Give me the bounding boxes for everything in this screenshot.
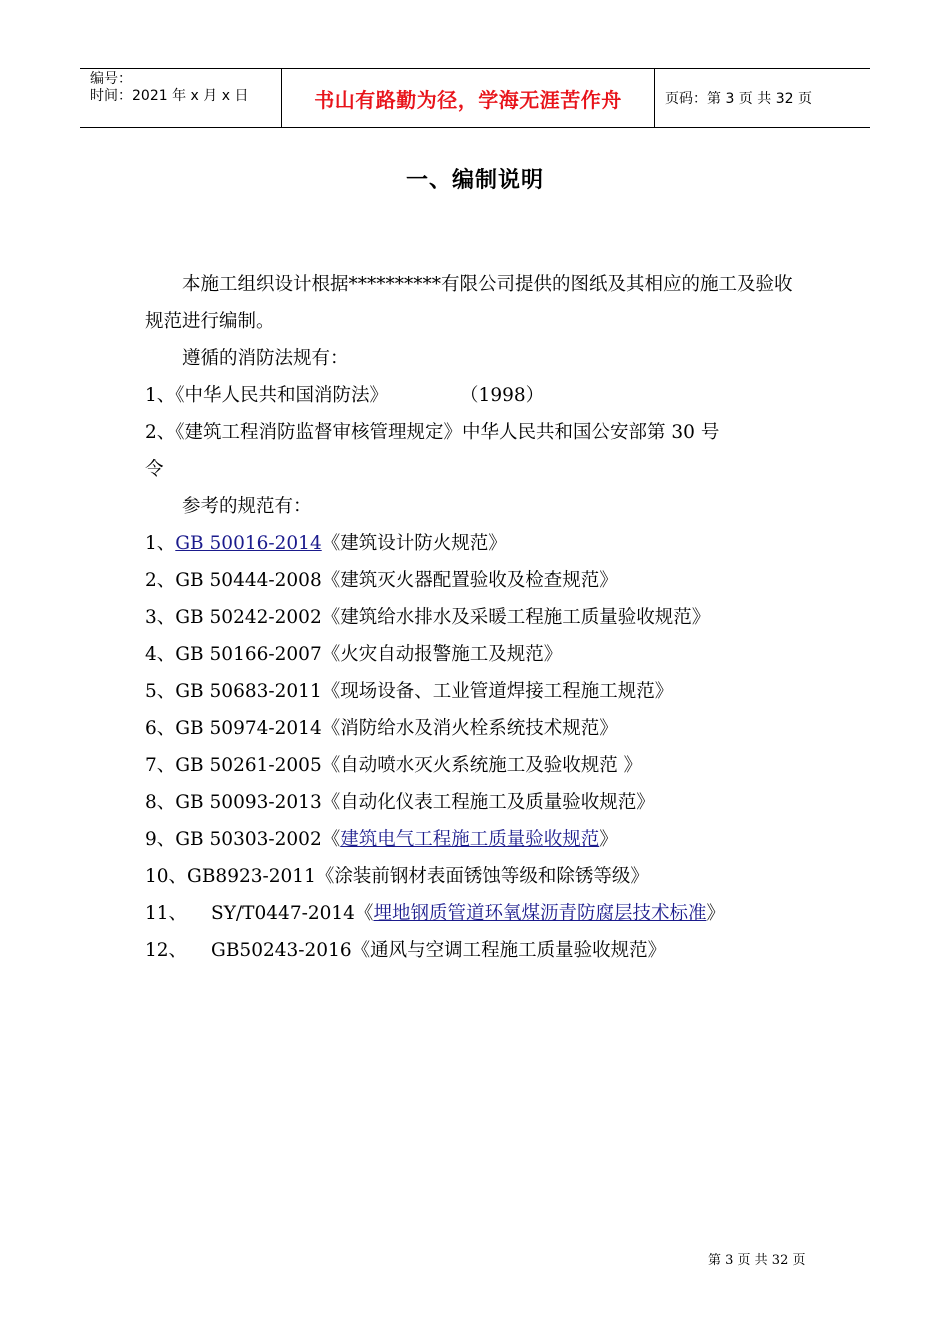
reference-code: GB 50683-2011 bbox=[175, 681, 322, 702]
reference-title-link[interactable]: 埋地钢质管道环氧煤沥青防腐层技术标准 bbox=[373, 903, 707, 924]
references-heading: 参考的规范有： bbox=[182, 496, 312, 517]
reference-title: 《现场设备、工业管道焊接工程施工规范》 bbox=[321, 681, 674, 702]
reference-item bbox=[145, 710, 810, 747]
reference-item bbox=[145, 821, 810, 858]
reference-title: 《火灾自动报警施工及规范》 bbox=[321, 644, 563, 665]
document-body bbox=[145, 266, 810, 969]
reference-title-close: 》 bbox=[599, 829, 618, 850]
reference-title: 《建筑灭火器配置验收及检查规范》 bbox=[321, 570, 618, 591]
reference-title: 《建筑给水排水及采暖工程施工质量验收规范》 bbox=[321, 607, 711, 628]
reference-code: GB 50093-2013 bbox=[175, 792, 322, 813]
reference-code: GB 50166-2007 bbox=[175, 644, 322, 665]
laws-heading: 遵循的消防法规有： bbox=[182, 348, 349, 369]
reference-number: 8、 bbox=[145, 792, 176, 813]
reference-item bbox=[145, 932, 810, 969]
header-page-info: 页码：第 3 页 共 32 页 bbox=[665, 91, 812, 107]
reference-title: 《消防给水及消火栓系统技术规范》 bbox=[321, 718, 618, 739]
reference-item bbox=[145, 562, 810, 599]
reference-code: GB 50974-2014 bbox=[175, 718, 322, 739]
reference-title: 《自动喷水灭火系统施工及验收规范 》 bbox=[321, 755, 643, 776]
reference-title: 《涂装前钢材表面锈蚀等级和除锈等级》 bbox=[315, 866, 649, 887]
reference-code: GB8923-2011 bbox=[187, 866, 316, 887]
reference-code: SY/T0447-2014 bbox=[211, 903, 355, 924]
reference-number: 11、 bbox=[145, 903, 188, 924]
reference-number: 7、 bbox=[145, 755, 176, 776]
reference-number: 2、 bbox=[145, 570, 176, 591]
page-header bbox=[80, 68, 870, 128]
reference-code: GB50243-2016 bbox=[211, 940, 352, 961]
reference-title: 《自动化仪表工程施工及质量验收规范》 bbox=[321, 792, 655, 813]
reference-title-close: 》 bbox=[706, 903, 725, 924]
law-number: 1、 bbox=[145, 385, 176, 406]
reference-item bbox=[145, 525, 810, 562]
law-item bbox=[145, 377, 810, 414]
law-year: （1998） bbox=[460, 385, 545, 406]
reference-number: 4、 bbox=[145, 644, 176, 665]
reference-number: 5、 bbox=[145, 681, 176, 702]
reference-item bbox=[145, 636, 810, 673]
law-name: 《建筑工程消防监督审核管理规定》中华人民共和国公安部第 30 号 bbox=[175, 422, 720, 443]
reference-title-link[interactable]: 建筑电气工程施工质量验收规范 bbox=[340, 829, 600, 850]
reference-number: 9、 bbox=[145, 829, 176, 850]
reference-item bbox=[145, 895, 810, 932]
reference-code-link[interactable]: GB 50016-2014 bbox=[175, 533, 322, 554]
reference-code: GB 50242-2002 bbox=[175, 607, 322, 628]
reference-number: 10、 bbox=[145, 866, 188, 887]
page-footer: 第 3 页 共 32 页 bbox=[708, 1253, 806, 1268]
reference-item bbox=[145, 747, 810, 784]
reference-item bbox=[145, 784, 810, 821]
intro-paragraph: 本施工组织设计根据**********有限公司提供的图纸及其相应的施工及验收规范进行编制。 bbox=[145, 274, 793, 332]
reference-code: GB 50444-2008 bbox=[175, 570, 322, 591]
header-meta-cell bbox=[80, 69, 282, 127]
reference-code: GB 50303-2002 bbox=[175, 829, 322, 850]
document-time-label: 时间：2021 年 x 月 x 日 bbox=[90, 88, 249, 104]
law-item-continuation: 令 bbox=[145, 459, 164, 480]
reference-title: 《通风与空调工程施工质量验收规范》 bbox=[351, 940, 667, 961]
reference-number: 3、 bbox=[145, 607, 176, 628]
document-number-label: 编号： bbox=[90, 71, 132, 87]
reference-title-open: 《 bbox=[321, 829, 341, 850]
section-title: 一、编制说明 bbox=[405, 168, 544, 193]
law-item bbox=[145, 414, 810, 451]
law-number: 2、 bbox=[145, 422, 176, 443]
reference-title: 《建筑设计防火规范》 bbox=[321, 533, 507, 554]
reference-title-open: 《 bbox=[354, 903, 374, 924]
reference-number: 12、 bbox=[145, 940, 188, 961]
reference-code: GB 50261-2005 bbox=[175, 755, 322, 776]
reference-number: 1、 bbox=[145, 533, 176, 554]
header-motto: 书山有路勤为径，学海无涯苦作舟 bbox=[282, 69, 655, 127]
law-name: 《中华人民共和国消防法》 bbox=[175, 385, 389, 406]
reference-item bbox=[145, 858, 810, 895]
reference-item bbox=[145, 599, 810, 636]
reference-number: 6、 bbox=[145, 718, 176, 739]
reference-item bbox=[145, 673, 810, 710]
